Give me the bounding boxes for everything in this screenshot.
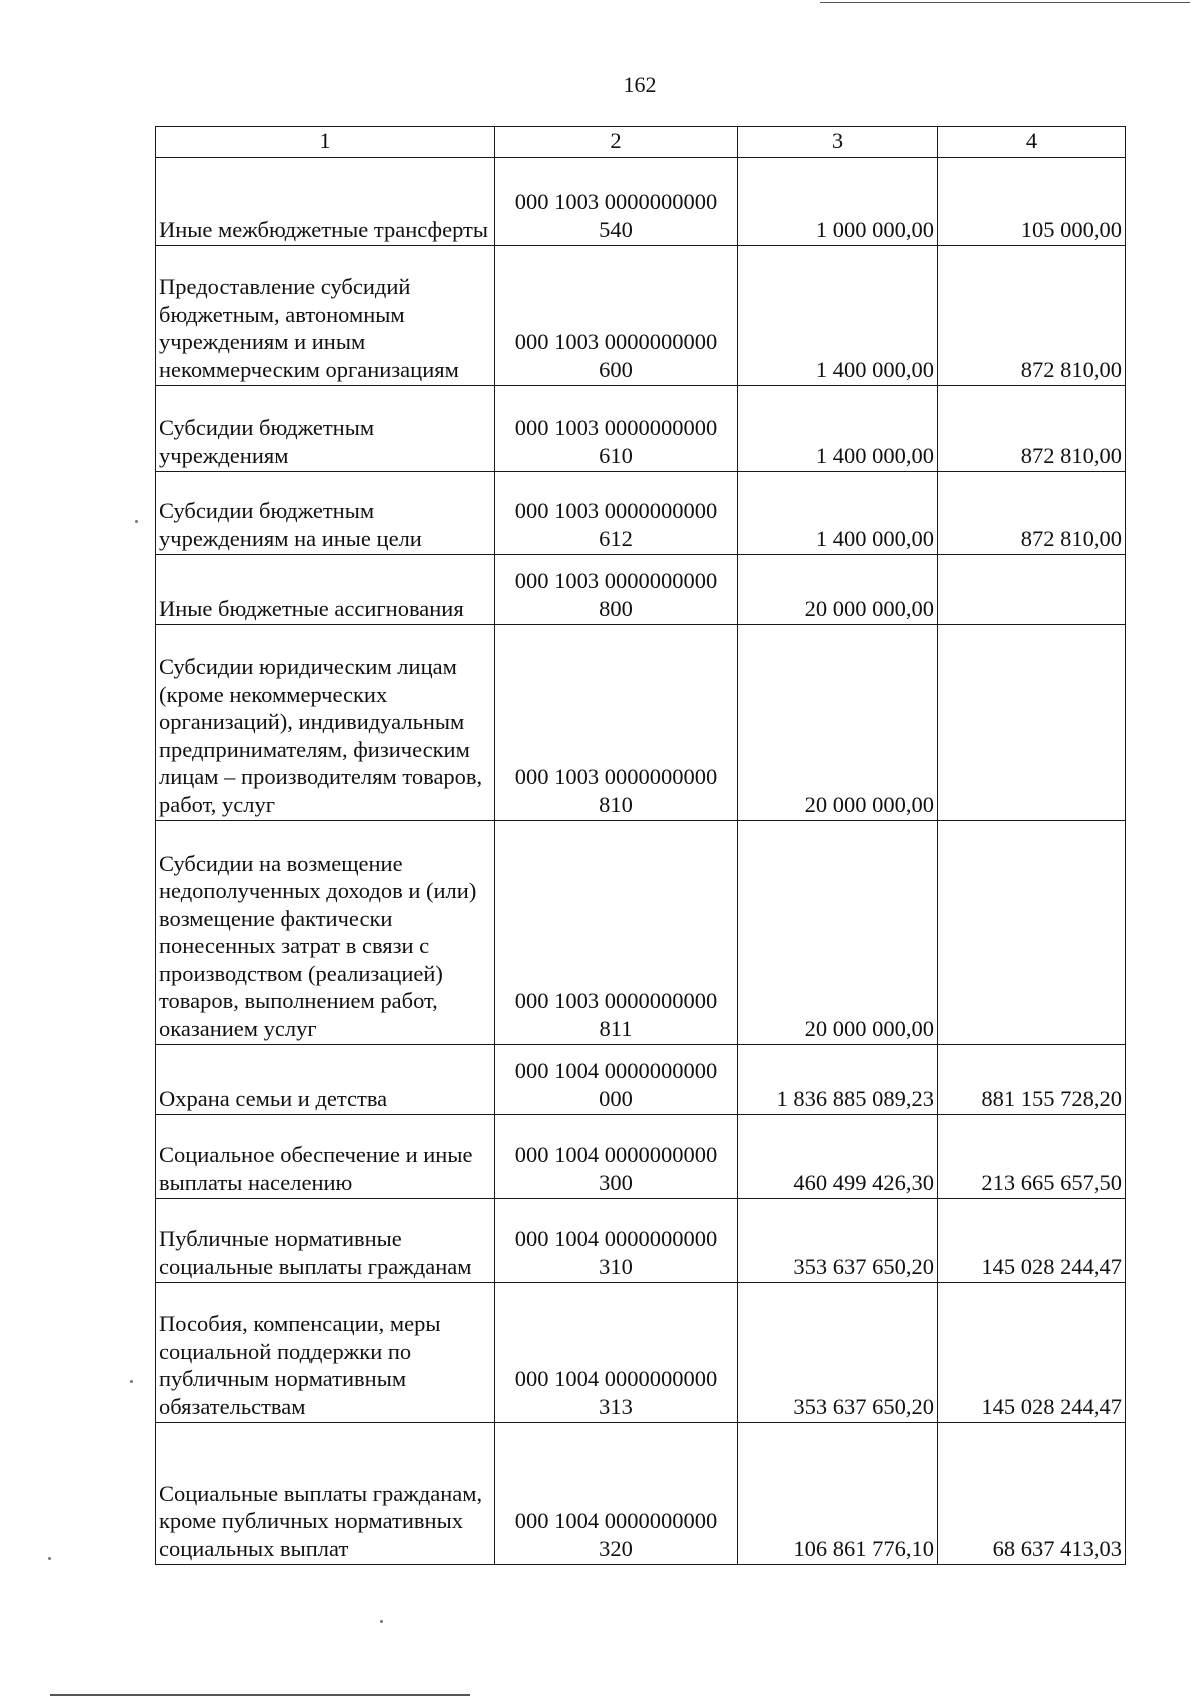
row-value-col3: 20 000 000,00: [738, 625, 938, 821]
table-row: [156, 386, 1126, 472]
code-suffix: 310: [599, 1253, 633, 1279]
table-row: [156, 472, 1126, 555]
code-main: 000 1004 0000000000: [514, 1366, 718, 1391]
row-code: [495, 386, 738, 472]
table-row: [156, 158, 1126, 246]
header-col-3: 3: [738, 127, 938, 158]
scan-speck: [135, 520, 138, 523]
row-code: [495, 246, 738, 386]
code-main: 000 1003 0000000000: [514, 189, 718, 214]
row-value-col4: 872 810,00: [938, 472, 1126, 555]
row-value-col4: [938, 555, 1126, 625]
table-row: [156, 625, 1126, 821]
code-suffix: 313: [599, 1393, 633, 1419]
row-value-col4: [938, 821, 1126, 1045]
row-value-col4: 213 665 657,50: [938, 1115, 1126, 1199]
code-suffix: 320: [599, 1535, 633, 1561]
row-code: [495, 1115, 738, 1199]
table-row: [156, 1115, 1126, 1199]
row-name: Социальные выплаты гражданам, кроме публичных нормативных социальных выплат: [156, 1423, 495, 1565]
row-value-col4: [938, 625, 1126, 821]
row-name: Субсидии юридическим лицам (кроме некоммерческих организаций), индивидуальным предпринимателям, физическим лицам – производителям товаров, работ, услуг: [156, 625, 495, 821]
table-row: [156, 1045, 1126, 1115]
code-suffix: 610: [599, 442, 633, 468]
budget-table: [155, 126, 1126, 1565]
row-value-col3: 1 400 000,00: [738, 246, 938, 386]
row-code: [495, 472, 738, 555]
code-suffix: 600: [599, 356, 633, 382]
table-row: [156, 821, 1126, 1045]
table-row: [156, 246, 1126, 386]
code-main: 000 1004 0000000000: [514, 1226, 718, 1251]
row-value-col4: 872 810,00: [938, 386, 1126, 472]
row-name: Субсидии бюджетным учреждениям: [156, 386, 495, 472]
row-value-col3: 106 861 776,10: [738, 1423, 938, 1565]
row-name: Пособия, компенсации, меры социальной поддержки по публичным нормативным обязательствам: [156, 1283, 495, 1423]
scan-speck: [130, 1380, 133, 1383]
row-name: Охрана семьи и детства: [156, 1045, 495, 1115]
scan-edge-line: [50, 1694, 470, 1696]
row-value-col3: 1 400 000,00: [738, 472, 938, 555]
code-main: 000 1003 0000000000: [514, 329, 718, 354]
row-code: [495, 1199, 738, 1283]
row-code: [495, 1423, 738, 1565]
row-name: Субсидии на возмещение недополученных доходов и (или) возмещение фактически понесенных затрат в связи с производством (реализацией) товаров, выполнением работ, оказанием услуг: [156, 821, 495, 1045]
code-suffix: 810: [599, 791, 633, 817]
row-code: [495, 625, 738, 821]
row-code: [495, 1283, 738, 1423]
row-value-col3: 1 836 885 089,23: [738, 1045, 938, 1115]
header-col-1: 1: [156, 127, 495, 158]
row-code: [495, 158, 738, 246]
code-main: 000 1003 0000000000: [514, 764, 718, 789]
header-col-4: 4: [938, 127, 1126, 158]
row-code: [495, 821, 738, 1045]
code-suffix: 540: [599, 216, 633, 242]
table-row: [156, 1423, 1126, 1565]
table-row: [156, 1199, 1126, 1283]
row-value-col3: 353 637 650,20: [738, 1199, 938, 1283]
code-suffix: 612: [599, 525, 633, 551]
row-value-col3: 1 000 000,00: [738, 158, 938, 246]
row-name: Иные бюджетные ассигнования: [156, 555, 495, 625]
table-row: [156, 1283, 1126, 1423]
row-value-col4: 145 028 244,47: [938, 1283, 1126, 1423]
row-name: Иные межбюджетные трансферты: [156, 158, 495, 246]
code-suffix: 811: [599, 1015, 633, 1041]
scan-edge-line: [820, 2, 1190, 3]
row-value-col3: 20 000 000,00: [738, 555, 938, 625]
code-main: 000 1004 0000000000: [514, 1142, 718, 1167]
row-value-col4: 68 637 413,03: [938, 1423, 1126, 1565]
row-value-col4: 881 155 728,20: [938, 1045, 1126, 1115]
row-code: [495, 555, 738, 625]
row-value-col3: 460 499 426,30: [738, 1115, 938, 1199]
code-suffix: 000: [599, 1085, 633, 1111]
row-name: Социальное обеспечение и иные выплаты населению: [156, 1115, 495, 1199]
scan-speck: [380, 1620, 383, 1623]
code-main: 000 1004 0000000000: [514, 1508, 718, 1533]
row-value-col4: 872 810,00: [938, 246, 1126, 386]
row-name: Публичные нормативные социальные выплаты гражданам: [156, 1199, 495, 1283]
scan-speck: [48, 1557, 51, 1560]
header-col-2: 2: [495, 127, 738, 158]
code-main: 000 1003 0000000000: [514, 988, 718, 1013]
code-main: 000 1003 0000000000: [514, 568, 718, 593]
row-value-col3: 353 637 650,20: [738, 1283, 938, 1423]
column-number-header: [156, 127, 1126, 158]
row-value-col4: 145 028 244,47: [938, 1199, 1126, 1283]
row-name: Предоставление субсидий бюджетным, автономным учреждениям и иным некоммерческим организациям: [156, 246, 495, 386]
code-main: 000 1003 0000000000: [514, 498, 718, 523]
row-code: [495, 1045, 738, 1115]
row-value-col4: 105 000,00: [938, 158, 1126, 246]
code-main: 000 1003 0000000000: [514, 415, 718, 440]
page-number: 162: [623, 72, 657, 97]
row-name: Субсидии бюджетным учреждениям на иные цели: [156, 472, 495, 555]
row-value-col3: 20 000 000,00: [738, 821, 938, 1045]
table-row: [156, 555, 1126, 625]
row-value-col3: 1 400 000,00: [738, 386, 938, 472]
code-suffix: 800: [599, 595, 633, 621]
code-suffix: 300: [599, 1169, 633, 1195]
code-main: 000 1004 0000000000: [514, 1058, 718, 1083]
